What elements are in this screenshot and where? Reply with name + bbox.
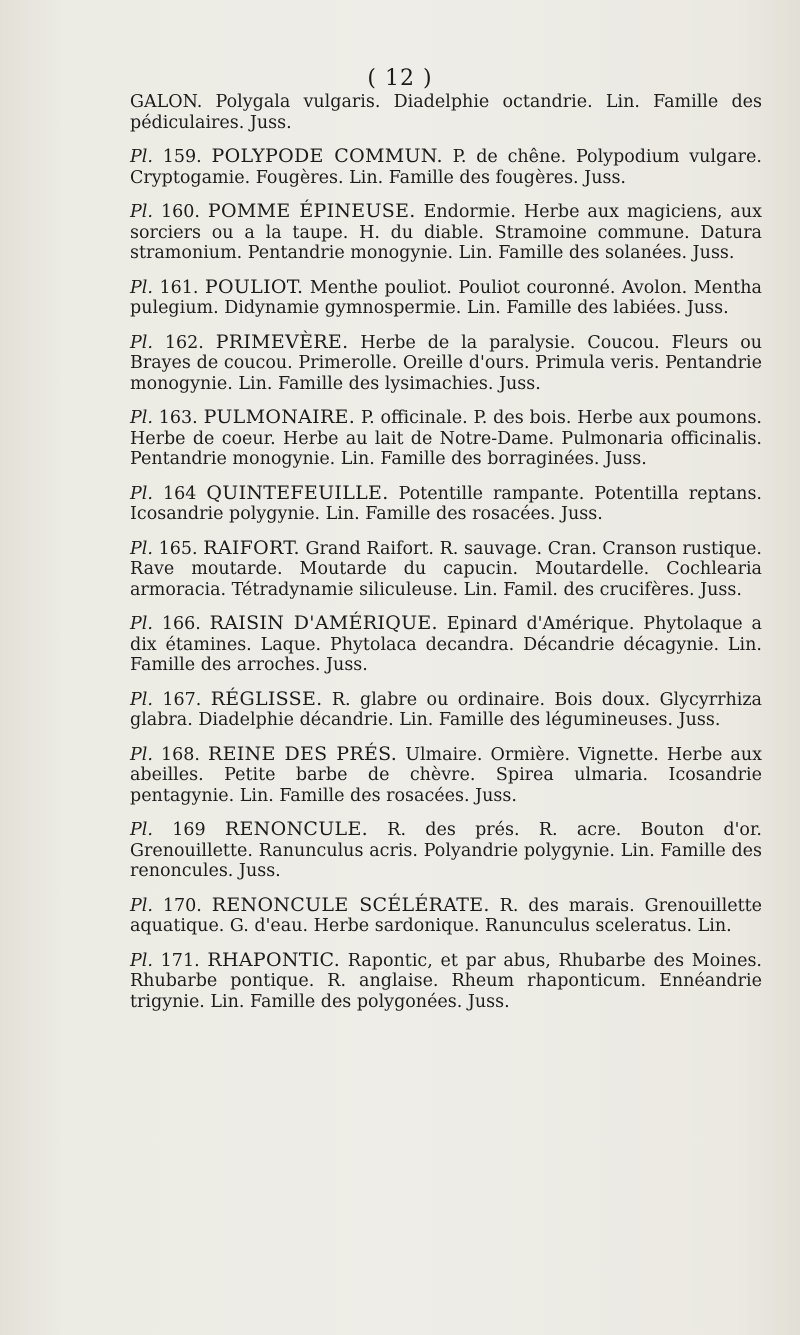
entry-text: R. des prés. R. acre. Bouton d'or. Grenouillette. Ranunculus acris. Polyandrie polygynie. Lin. Famille des renoncules. Juss. [130,820,762,881]
plate-number: 169 [172,820,206,840]
plate-label: Pl. [130,277,153,298]
entry-text: Rapontic, et par abus, Rhubarbe des Moines. Rhubarbe pontique. R. anglaise. Rheum rhaponticum. Ennéandrie trigynie. Lin. Famille des polygonées. Juss. [130,950,762,1012]
plate-number: 171. [160,950,200,971]
plate-number: 165. [158,538,198,559]
entry-text: P. officinale. P. des bois. Herbe aux poumons. Herbe de coeur. Herbe au lait de Notre-Dame. Pulmonaria officinalis. Pentandrie monogynie. Lin. Famille des borraginées. Juss. [130,408,762,469]
entry [130,201,762,264]
entry [130,950,762,1013]
plate-label: Pl. [130,895,153,916]
plate-number: 164 [162,483,197,504]
entry-text: R. des marais. Grenouillette aquatique. G. d'eau. Herbe sardonique. Ranunculus sceleratus. Lin. [130,895,762,936]
page-number: ( 12 ) [367,66,433,91]
entry [130,689,762,731]
entry [130,332,762,395]
entry-title: PULMONAIRE. [203,406,356,428]
entry [130,613,762,676]
entry-text: Herbe de la paralysie. Coucou. Fleurs ou Brayes de coucou. Primerolle. Oreille d'ours. Primula veris. Pentandrie monogynie. Lin. Famille des lysimachies. Juss. [130,332,762,394]
plate-number: 166. [161,614,201,634]
entry-text: Grand Raifort. R. sauvage. Cran. Cranson rustique. Rave moutarde. Moutarde du capucin. Moutardelle. Cochlearia armoracia. Tétradynamie siliculeuse. Lin. Famil. des crucifères. Juss. [130,538,762,600]
plate-number: 161. [159,277,199,298]
entry-title: RENONCULE. [224,818,368,840]
entry-text: Potentille rampante. Potentilla reptans. Icosandrie polygynie. Lin. Famille des rosacées. Juss. [130,483,762,524]
entry-title: RHAPONTIC. [207,948,341,971]
plate-number: 170. [162,895,202,916]
entry-title: POULIOT. [204,275,304,298]
plate-number: 163. [158,408,198,428]
plate-label: Pl. [130,332,153,353]
plate-number: 162. [164,332,204,353]
plate-label: Pl. [130,538,153,559]
plate-number: 168. [160,744,200,765]
entry-title: RAIFORT. [203,536,300,559]
plate-label: Pl. [130,950,153,971]
entry-text: Ulmaire. Ormière. Vignette. Herbe aux abeilles. Petite barbe de chèvre. Spirea ulmaria. Icosandrie pentagynie. Lin. Famille des rosacées. Juss. [130,744,762,806]
entry-title: QUINTEFEUILLE. [206,481,389,504]
plate-label: Pl. [130,744,153,765]
plate-number: 167. [162,689,202,710]
entry-text: R. glabre ou ordinaire. Bois doux. Glycyrrhiza glabra. Diadelphie décandrie. Lin. Famille des légumineuses. Juss. [130,689,762,730]
entry-text: GALON. Polygala vulgaris. Diadelphie octandrie. Lin. Famille des pédiculaires. Juss. [130,92,762,133]
entry [130,895,762,937]
entry-title: PRIMEVÈRE. [215,330,349,353]
entry [130,146,762,188]
plate-label: Pl. [130,614,153,634]
plate-label: Pl. [130,147,153,167]
entry-title: POLYPODE COMMUN. [211,145,443,167]
entry-text: Endormie. Herbe aux magiciens, aux sorciers ou a la taupe. H. du diable. Stramoine commune. Datura stramonium. Pentandrie monogynie. Lin. Famille des solanées. Juss. [130,202,762,263]
entries-list [130,92,762,1025]
entry [130,483,762,525]
entry [130,92,762,133]
entry [130,538,762,601]
plate-number: 159. [162,147,202,167]
plate-label: Pl. [130,820,153,840]
entry-title: RENONCULE SCÉLÉRATE. [211,893,490,916]
entry-text: Menthe pouliot. Pouliot couronné. Avolon. Mentha pulegium. Didynamie gymnospermie. Lin. Famille des labiées. Juss. [130,277,762,318]
entry [130,819,762,882]
entry-text: Epinard d'Amérique. Phytolaque a dix étamines. Laque. Phytolaca decandra. Décandrie décagynie. Lin. Famille des arroches. Juss. [130,614,762,675]
entry-text: P. de chêne. Polypodium vulgare. Cryptogamie. Fougères. Lin. Famille des fougères. Juss. [130,147,762,188]
plate-label: Pl. [130,483,153,504]
entry-title: RAISIN D'AMÉRIQUE. [209,612,438,634]
plate-label: Pl. [130,689,153,710]
plate-number: 160. [160,202,200,222]
entry-title: RÉGLISSE. [210,687,323,710]
entry-title: REINE DES PRÉS. [208,742,398,765]
entry [130,744,762,807]
entry-title: POMME ÉPINEUSE. [207,200,416,222]
entry [130,277,762,319]
plate-label: Pl. [130,202,153,222]
plate-label: Pl. [130,408,153,428]
entry [130,407,762,470]
